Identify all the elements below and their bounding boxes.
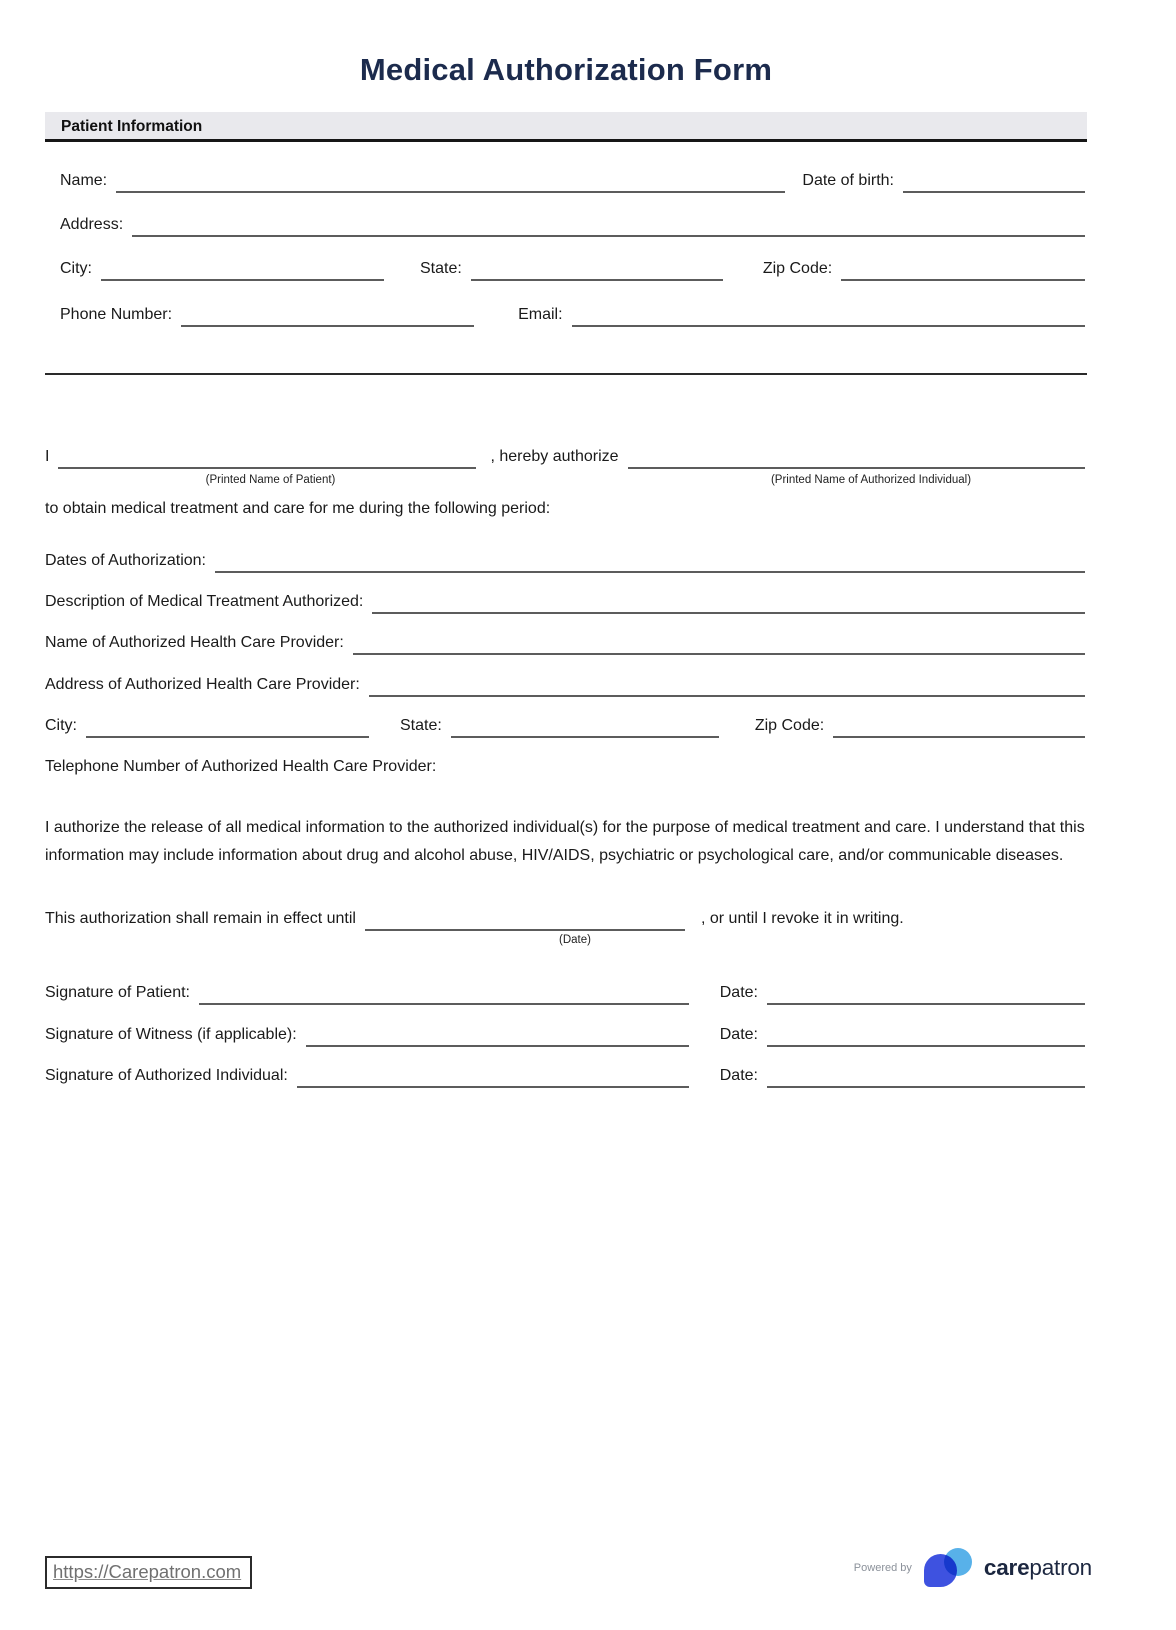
provider-zip-label: Zip Code: (754, 717, 825, 734)
provider-city-state-zip-row (45, 717, 1085, 738)
period-statement-text: to obtain medical treatment and care for me during the following period: (45, 500, 551, 517)
treatment-description-row (45, 593, 1085, 614)
authorize-statement-row (45, 448, 1085, 469)
address-label: Address: (60, 216, 124, 233)
patient-information-header-label: Patient Information (61, 118, 203, 135)
provider-address-line[interactable] (369, 676, 1085, 697)
section-divider-line (45, 373, 1087, 375)
email-label: Email: (518, 306, 563, 323)
carepatron-wordmark-bold: care (983, 1555, 1030, 1580)
treatment-description-line[interactable] (372, 593, 1085, 614)
date-caption: (Date) (559, 934, 591, 946)
dates-of-authorization-line[interactable] (215, 552, 1085, 573)
phone-email-row (60, 306, 1085, 327)
effect-suffix-label: , or until I revoke it in writing. (700, 910, 904, 927)
footer-brand (854, 1548, 1092, 1588)
powered-by-label: Powered by (853, 1562, 912, 1574)
city-field-line[interactable] (101, 260, 384, 281)
signature-patient-date-label: Date: (719, 984, 758, 1001)
signature-witness-line[interactable] (306, 1026, 689, 1047)
signature-individual-label: Signature of Authorized Individual: (45, 1067, 288, 1084)
carepatron-link[interactable]: https://Carepatron.com (45, 1556, 252, 1589)
signature-witness-date-label: Date: (719, 1026, 758, 1043)
carepatron-wordmark-regular: patron (1029, 1555, 1092, 1580)
provider-zip-line[interactable] (833, 717, 1085, 738)
effect-prefix-label: This authorization shall remain in effect until (45, 910, 356, 927)
name-field-line[interactable] (116, 172, 785, 193)
treatment-description-label: Description of Medical Treatment Authorized: (45, 593, 364, 610)
hereby-authorize-label: , hereby authorize (490, 448, 619, 465)
signature-patient-line[interactable] (199, 984, 689, 1005)
printed-name-captions (45, 474, 1087, 490)
provider-name-row (45, 634, 1085, 655)
signature-patient-date-line[interactable] (767, 984, 1085, 1005)
city-state-zip-row (60, 260, 1085, 281)
printed-authorized-individual-line[interactable] (628, 448, 1085, 469)
release-paragraph: I authorize the release of all medical information to the authorized individual(s) for the purpose of medical treatment and care. I understand that this information may include information about drug and alcohol abuse, HIV/AIDS, psychiatric or psychological care, and/or communicable diseases. (45, 819, 1085, 864)
signature-individual-date-line[interactable] (767, 1067, 1085, 1088)
printed-patient-name-line[interactable] (58, 448, 476, 469)
logo-light-bubble-shape (944, 1548, 972, 1576)
dob-label: Date of birth: (802, 172, 894, 189)
state-field-line[interactable] (471, 260, 723, 281)
effect-until-row (45, 910, 1085, 931)
zip-label: Zip Code: (762, 260, 833, 277)
name-label: Name: (60, 172, 108, 189)
provider-city-label: City: (45, 717, 77, 734)
signature-patient-label: Signature of Patient: (45, 984, 190, 1001)
address-row (60, 216, 1085, 237)
phone-label: Phone Number: (60, 306, 173, 323)
provider-name-label: Name of Authorized Health Care Provider: (45, 634, 344, 651)
provider-address-label: Address of Authorized Health Care Provider: (45, 676, 360, 693)
state-label: State: (420, 260, 462, 277)
provider-city-line[interactable] (86, 717, 369, 738)
signature-witness-date-line[interactable] (767, 1026, 1085, 1047)
printed-name-of-authorized-individual-caption: (Printed Name of Authorized Individual) (770, 474, 972, 486)
provider-telephone-label: Telephone Number of Authorized Health Care Provider: (45, 758, 437, 775)
signature-patient-row (45, 984, 1085, 1005)
page-title: Medical Authorization Form (359, 52, 773, 87)
name-row (60, 172, 1085, 193)
signature-witness-label: Signature of Witness (if applicable): (45, 1026, 297, 1043)
city-label: City: (60, 260, 92, 277)
signature-individual-line[interactable] (297, 1067, 689, 1088)
signature-individual-row (45, 1067, 1085, 1088)
dob-field-line[interactable] (903, 172, 1085, 193)
signature-individual-date-label: Date: (719, 1067, 758, 1084)
zip-field-line[interactable] (841, 260, 1085, 281)
provider-name-line[interactable] (353, 634, 1085, 655)
patient-information-section-header (45, 112, 1087, 142)
effect-date-line[interactable] (365, 910, 685, 931)
printed-name-of-patient-caption: (Printed Name of Patient) (205, 474, 336, 486)
provider-state-label: State: (400, 717, 442, 734)
phone-field-line[interactable] (181, 306, 474, 327)
email-field-line[interactable] (572, 306, 1085, 327)
dates-of-authorization-label: Dates of Authorization: (45, 552, 206, 569)
address-field-line[interactable] (132, 216, 1085, 237)
signature-witness-row (45, 1026, 1085, 1047)
carepatron-logo-icon (924, 1548, 972, 1588)
provider-address-row (45, 676, 1085, 697)
i-prefix-label: I (45, 448, 50, 465)
dates-of-authorization-row (45, 552, 1085, 573)
provider-state-line[interactable] (451, 717, 719, 738)
carepatron-wordmark (984, 1555, 1092, 1581)
